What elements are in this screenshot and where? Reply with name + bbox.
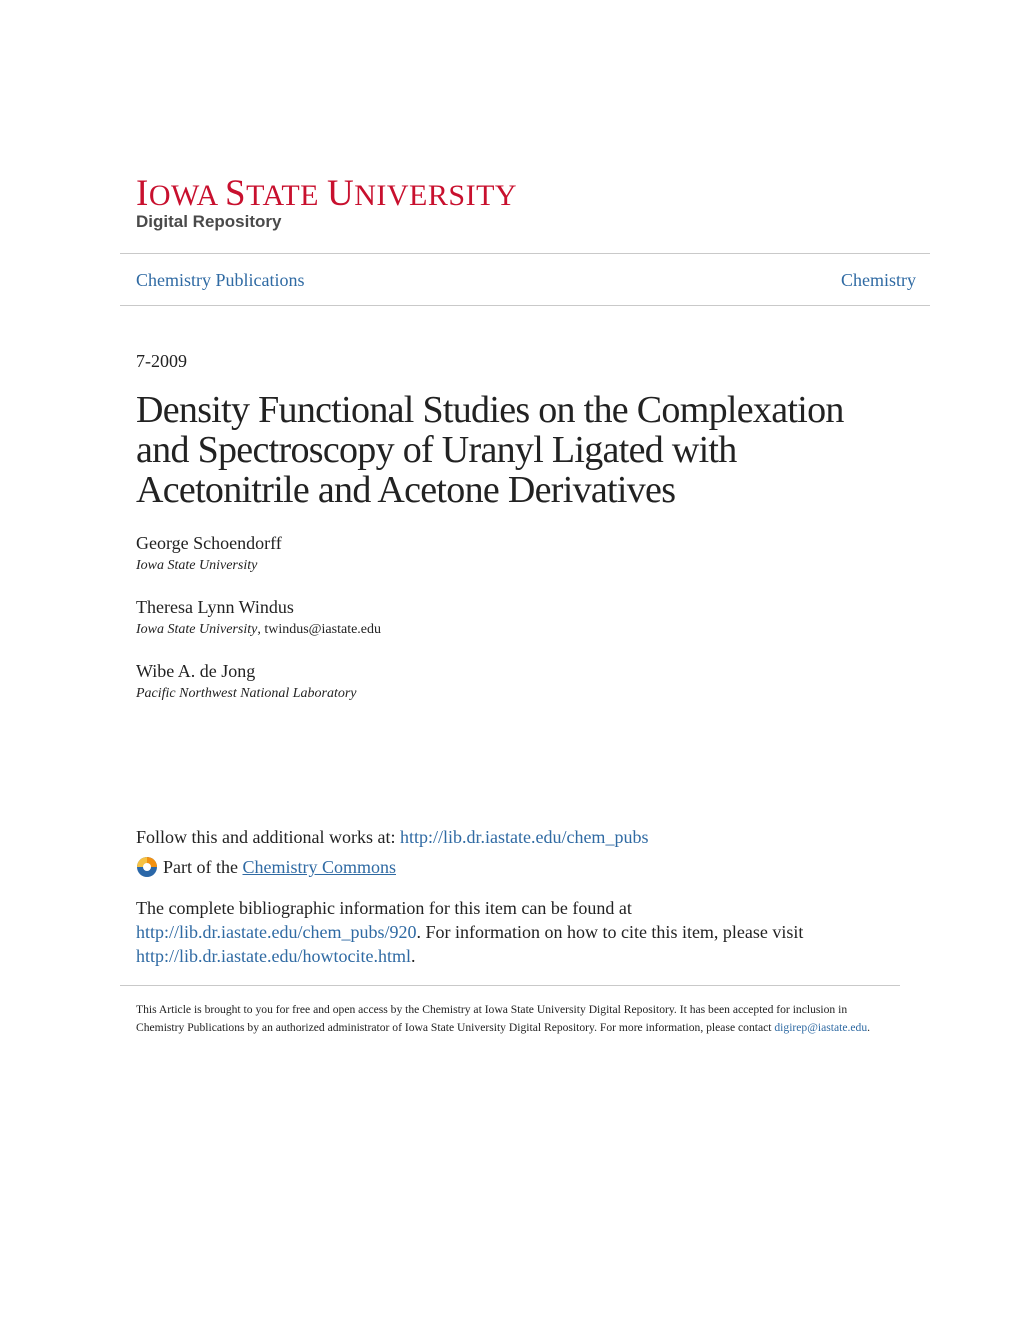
author-email: twindus@iastate.edu xyxy=(264,622,382,637)
author-affiliation: Iowa State University, twindus@iastate.edu xyxy=(136,622,382,637)
follow-line xyxy=(136,826,648,848)
logo-subtitle: Digital Repository xyxy=(136,212,282,231)
bibliographic-info xyxy=(136,896,876,968)
breadcrumb-top-rule xyxy=(120,253,930,254)
author-name: Wibe A. de Jong xyxy=(136,661,256,681)
logo-initial-2: S xyxy=(225,173,247,214)
access-notice-text: This Article is brought to you for free and open access by the Chemistry at Iowa State University Digital Repository. It has been accepted for inclusion in Chemistry Publications by an authorized administrator of Iowa State University Digital Repository. For more information, please contact xyxy=(136,1003,848,1034)
author-name: George Schoendorff xyxy=(136,533,282,553)
author-name: Theresa Lynn Windus xyxy=(136,597,294,617)
footer-rule xyxy=(120,985,900,986)
logo-initial-1: I xyxy=(136,173,149,214)
university-logo xyxy=(136,173,518,214)
logo-initial-3: U xyxy=(327,173,355,214)
logo-word-2: TATE xyxy=(246,179,319,212)
part-of-line xyxy=(136,856,396,878)
contact-email-link[interactable]: digirep@iastate.edu xyxy=(774,1021,868,1034)
commons-network-icon xyxy=(136,856,158,878)
item-url-link[interactable]: http://lib.dr.iastate.edu/chem_pubs/920 xyxy=(136,922,417,942)
how-to-cite-link[interactable]: http://lib.dr.iastate.edu/howtocite.html xyxy=(136,946,411,966)
publication-date: 7-2009 xyxy=(136,351,187,371)
breadcrumb-department-link[interactable]: Chemistry xyxy=(841,270,916,290)
collection-url-link[interactable]: http://lib.dr.iastate.edu/chem_pubs xyxy=(399,827,649,847)
access-notice-end: . xyxy=(867,1021,871,1034)
article-title: Density Functional Studies on the Complexation and Spectroscopy of Uranyl Ligated with Acetonitrile and Acetone Derivatives xyxy=(136,389,844,511)
logo-word-3: NIVERSITY xyxy=(354,179,518,212)
follow-label: Follow this and additional works at: xyxy=(136,827,400,847)
breadcrumb-bottom-rule xyxy=(120,305,930,306)
part-of-label: Part of the xyxy=(163,857,238,877)
author-affiliation: Iowa State University xyxy=(136,558,258,573)
breadcrumb-collection-link[interactable]: Chemistry Publications xyxy=(136,270,305,290)
logo-word-1: OWA xyxy=(148,179,217,212)
biblio-suffix: . xyxy=(410,946,416,966)
biblio-middle: . For information on how to cite this item, please visit xyxy=(416,922,804,942)
chemistry-commons-link[interactable]: Chemistry Commons xyxy=(242,857,396,877)
access-notice xyxy=(136,1001,896,1037)
biblio-prefix: The complete bibliographic information for this item can be found at xyxy=(136,898,632,918)
author-affiliation: Pacific Northwest National Laboratory xyxy=(136,686,357,701)
